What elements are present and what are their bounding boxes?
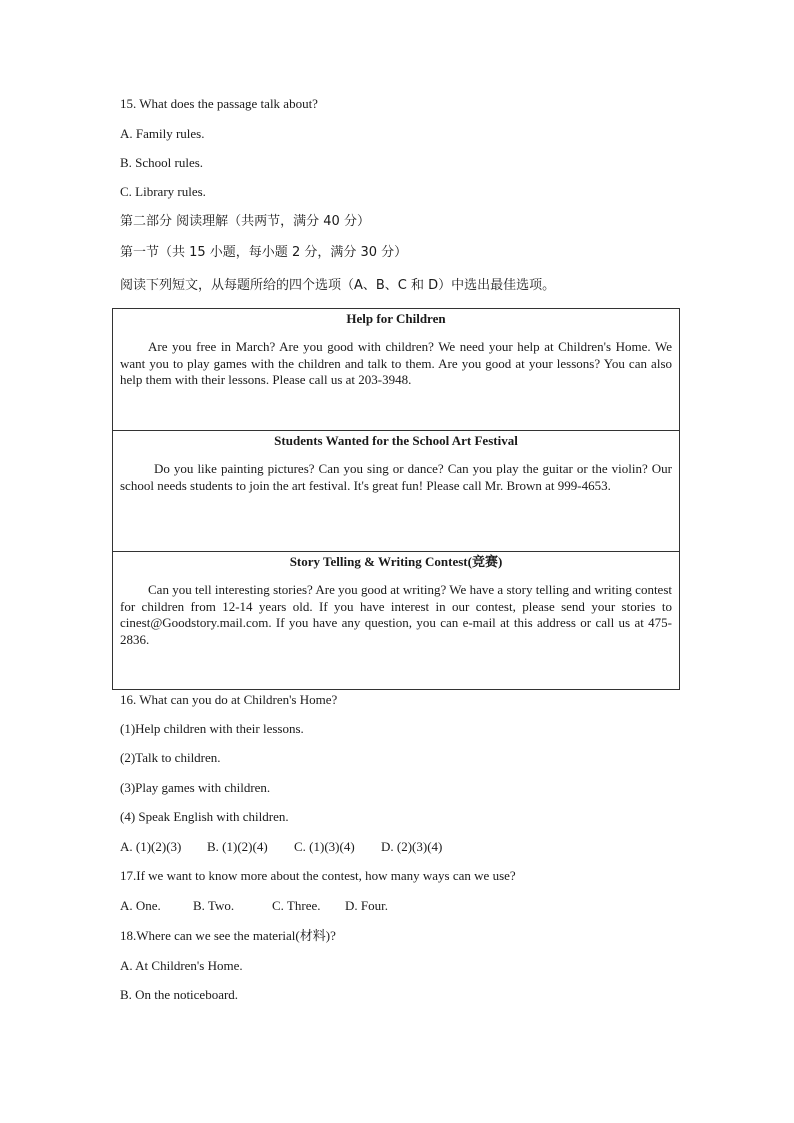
q16-item-4: (4) Speak English with children. [120,809,289,824]
notice-help-for-children [113,309,679,430]
notice-body: Can you tell interesting stories? Are you good at writing? We have a story telling and writing contest for children from 12-14 years old. If you have interest in our contest, please send your stories to cinest@Goodstory.mail.com. If you have any question, you can e-mail at this address or call us at 475-2836. [120,582,672,647]
notice-title: Help for Children [346,311,446,326]
q17-options [120,898,388,914]
notice-title: Students Wanted for the School Art Festival [274,433,518,448]
instruction: 阅读下列短文，从每题所给的四个选项（A、B、C 和 D）中选出最佳选项。 [120,278,556,293]
q15-option-a: A. Family rules. [120,126,205,141]
q16-question: 16. What can you do at Children's Home? [120,692,338,707]
notice-art-festival [113,430,679,551]
q15-question: 15. What does the passage talk about? [120,96,318,111]
q17-option-a: A. One. [120,898,161,913]
subsection-title: 第一节（共 15 小题，每小题 2 分，满分 30 分） [120,245,408,260]
notice-body: Do you like painting pictures? Can you sing or dance? Can you play the guitar or the violin? Our school needs students to join the art festival. It's great fun! Please call Mr. Brown at 999-4653. [120,461,672,493]
q18-option-a: A. At Children's Home. [120,958,243,973]
q16-option-a: A. (1)(2)(3) [120,839,182,854]
q16-options [120,839,442,855]
notice-writing-contest [113,551,679,690]
q16-item-1: (1)Help children with their lessons. [120,721,304,736]
q17-question: 17.If we want to know more about the contest, how many ways can we use? [120,868,516,883]
q18-question: 18.Where can we see the material(材料)? [120,928,336,943]
q17-option-b: B. Two. [193,898,235,913]
q17-option-d: D. Four. [345,898,388,913]
q16-option-c: C. (1)(3)(4) [294,839,355,854]
q16-item-2: (2)Talk to children. [120,750,221,765]
notice-title: Story Telling & Writing Contest(竞赛) [289,554,503,569]
q16-option-b: B. (1)(2)(4) [207,839,268,854]
q18-option-b: B. On the noticeboard. [120,987,239,1002]
q16-option-d: D. (2)(3)(4) [381,839,443,854]
q15-option-c: C. Library rules. [120,184,206,199]
notice-body: Are you free in March? Are you good with children? We need your help at Children's Home. We want you to play games with the children and talk to them. Are you good at your lessons? You can also help them with their lessons. Please call us at 203-3948. [120,339,672,387]
part-title: 第二部分 阅读理解（共两节，满分 40 分） [120,214,370,229]
q15-option-b: B. School rules. [120,155,204,170]
notice-table [112,308,680,690]
q17-option-c: C. Three. [272,898,321,913]
q16-item-3: (3)Play games with children. [120,780,271,795]
